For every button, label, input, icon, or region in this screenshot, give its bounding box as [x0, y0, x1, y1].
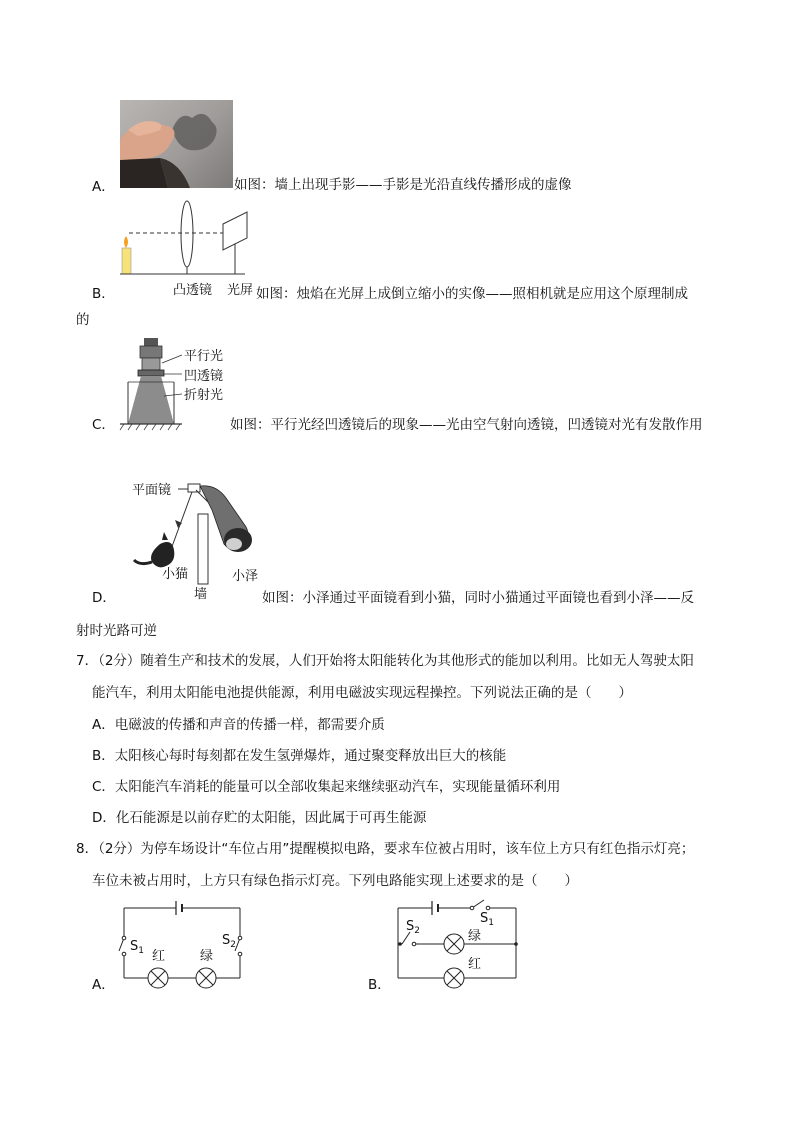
circuit-a-s2-label: S	[222, 933, 231, 948]
q7-stem-line1: 7．（2分）随着生产和技术的发展，人们开始将太阳能转化为其他形式的能加以利用。比如无人驾驶太阳	[76, 653, 694, 669]
concave-lens-label: 凹透镜	[184, 369, 224, 384]
q6-option-c-text: 如图：平行光经凹透镜后的现象——光由空气射向透镜，凹透镜对光有发散作用	[230, 417, 703, 433]
q6-option-b-text-line1: 如图：烛焰在光屏上成倒立缩小的实像——照相机就是应用这个原理制成	[256, 286, 688, 302]
svg-text:S2	[406, 919, 420, 936]
q8-option-a-letter: A．	[92, 977, 115, 993]
convex-lens-diagram	[115, 196, 260, 300]
hand-shadow-photo	[120, 100, 233, 188]
concave-lens-diagram	[118, 338, 236, 434]
q6-option-d-text-line2: 射时光路可逆	[76, 623, 157, 639]
svg-text:S1	[130, 939, 144, 956]
q6-option-d-letter: D．	[92, 590, 116, 606]
svg-text:S2	[222, 933, 236, 950]
q6-option-a-letter: A．	[92, 179, 115, 195]
plane-mirror-label: 平面镜	[132, 483, 172, 498]
q8-stem-line2: 车位未被占用时，上方只有绿色指示灯亮。下列电路能实现上述要求的是（ ）	[92, 873, 578, 889]
plane-mirror-diagram	[126, 474, 262, 602]
circuit-a-s1-label: S	[130, 939, 139, 954]
circuit-b-green-label: 绿	[468, 929, 482, 944]
circuit-a-s1-sub: 1	[138, 946, 144, 956]
svg-text:S1	[480, 911, 494, 928]
q8-stem-line1: 8．（2分）为停车场设计“车位占用”提醒模拟电路，要求车位被占用时，该车位上方只有红色指示灯亮；	[76, 841, 695, 857]
q6-option-d-text-line1: 如图：小泽通过平面镜看到小猫，同时小猫通过平面镜也看到小泽——反	[262, 590, 694, 606]
circuit-a-diagram	[112, 896, 248, 992]
circuit-b-s1-label: S	[480, 911, 489, 926]
q6-option-b-letter: B．	[92, 286, 115, 302]
q7-option-c: C．太阳能汽车消耗的能量可以全部收集起来继续驱动汽车，实现能量循环利用	[92, 779, 561, 795]
light-screen-label: 光屏	[227, 283, 254, 298]
parallel-light-label: 平行光	[184, 349, 224, 364]
wall-label: 墙	[194, 587, 208, 602]
q7-stem-line2: 能汽车，利用太阳能电池提供能源，利用电磁波实现远程操控。下列说法正确的是（ ）	[92, 685, 632, 701]
q7-option-b: B．太阳核心每时每刻都在发生氢弹爆炸，通过聚变释放出巨大的核能	[92, 748, 507, 764]
circuit-b-s1-sub: 1	[488, 918, 494, 928]
q7-option-a: A．电磁波的传播和声音的传播一样，都需要介质	[92, 717, 385, 733]
person-label: 小泽	[232, 569, 259, 584]
circuit-a-red-label: 红	[152, 949, 166, 964]
q8-option-b-letter: B．	[368, 977, 391, 993]
refracted-light-label: 折射光	[184, 388, 224, 403]
circuit-b-diagram	[388, 896, 524, 992]
q6-option-c-letter: C．	[92, 417, 115, 433]
circuit-a-s2-sub: 2	[230, 940, 236, 950]
circuit-b-s2-sub: 2	[414, 926, 420, 936]
q6-option-a-text: 如图：墙上出现手影——手影是光沿直线传播形成的虚像	[234, 177, 572, 193]
q7-option-d: D．化石能源是以前存贮的太阳能，因此属于可再生能源	[92, 810, 427, 826]
circuit-a-green-label: 绿	[200, 949, 214, 964]
cat-label: 小猫	[162, 567, 189, 582]
circuit-b-s2-label: S	[406, 919, 415, 934]
circuit-b-red-label: 红	[468, 957, 482, 972]
convex-lens-label: 凸透镜	[173, 283, 213, 298]
q6-option-b-text-line2: 的	[76, 312, 90, 328]
